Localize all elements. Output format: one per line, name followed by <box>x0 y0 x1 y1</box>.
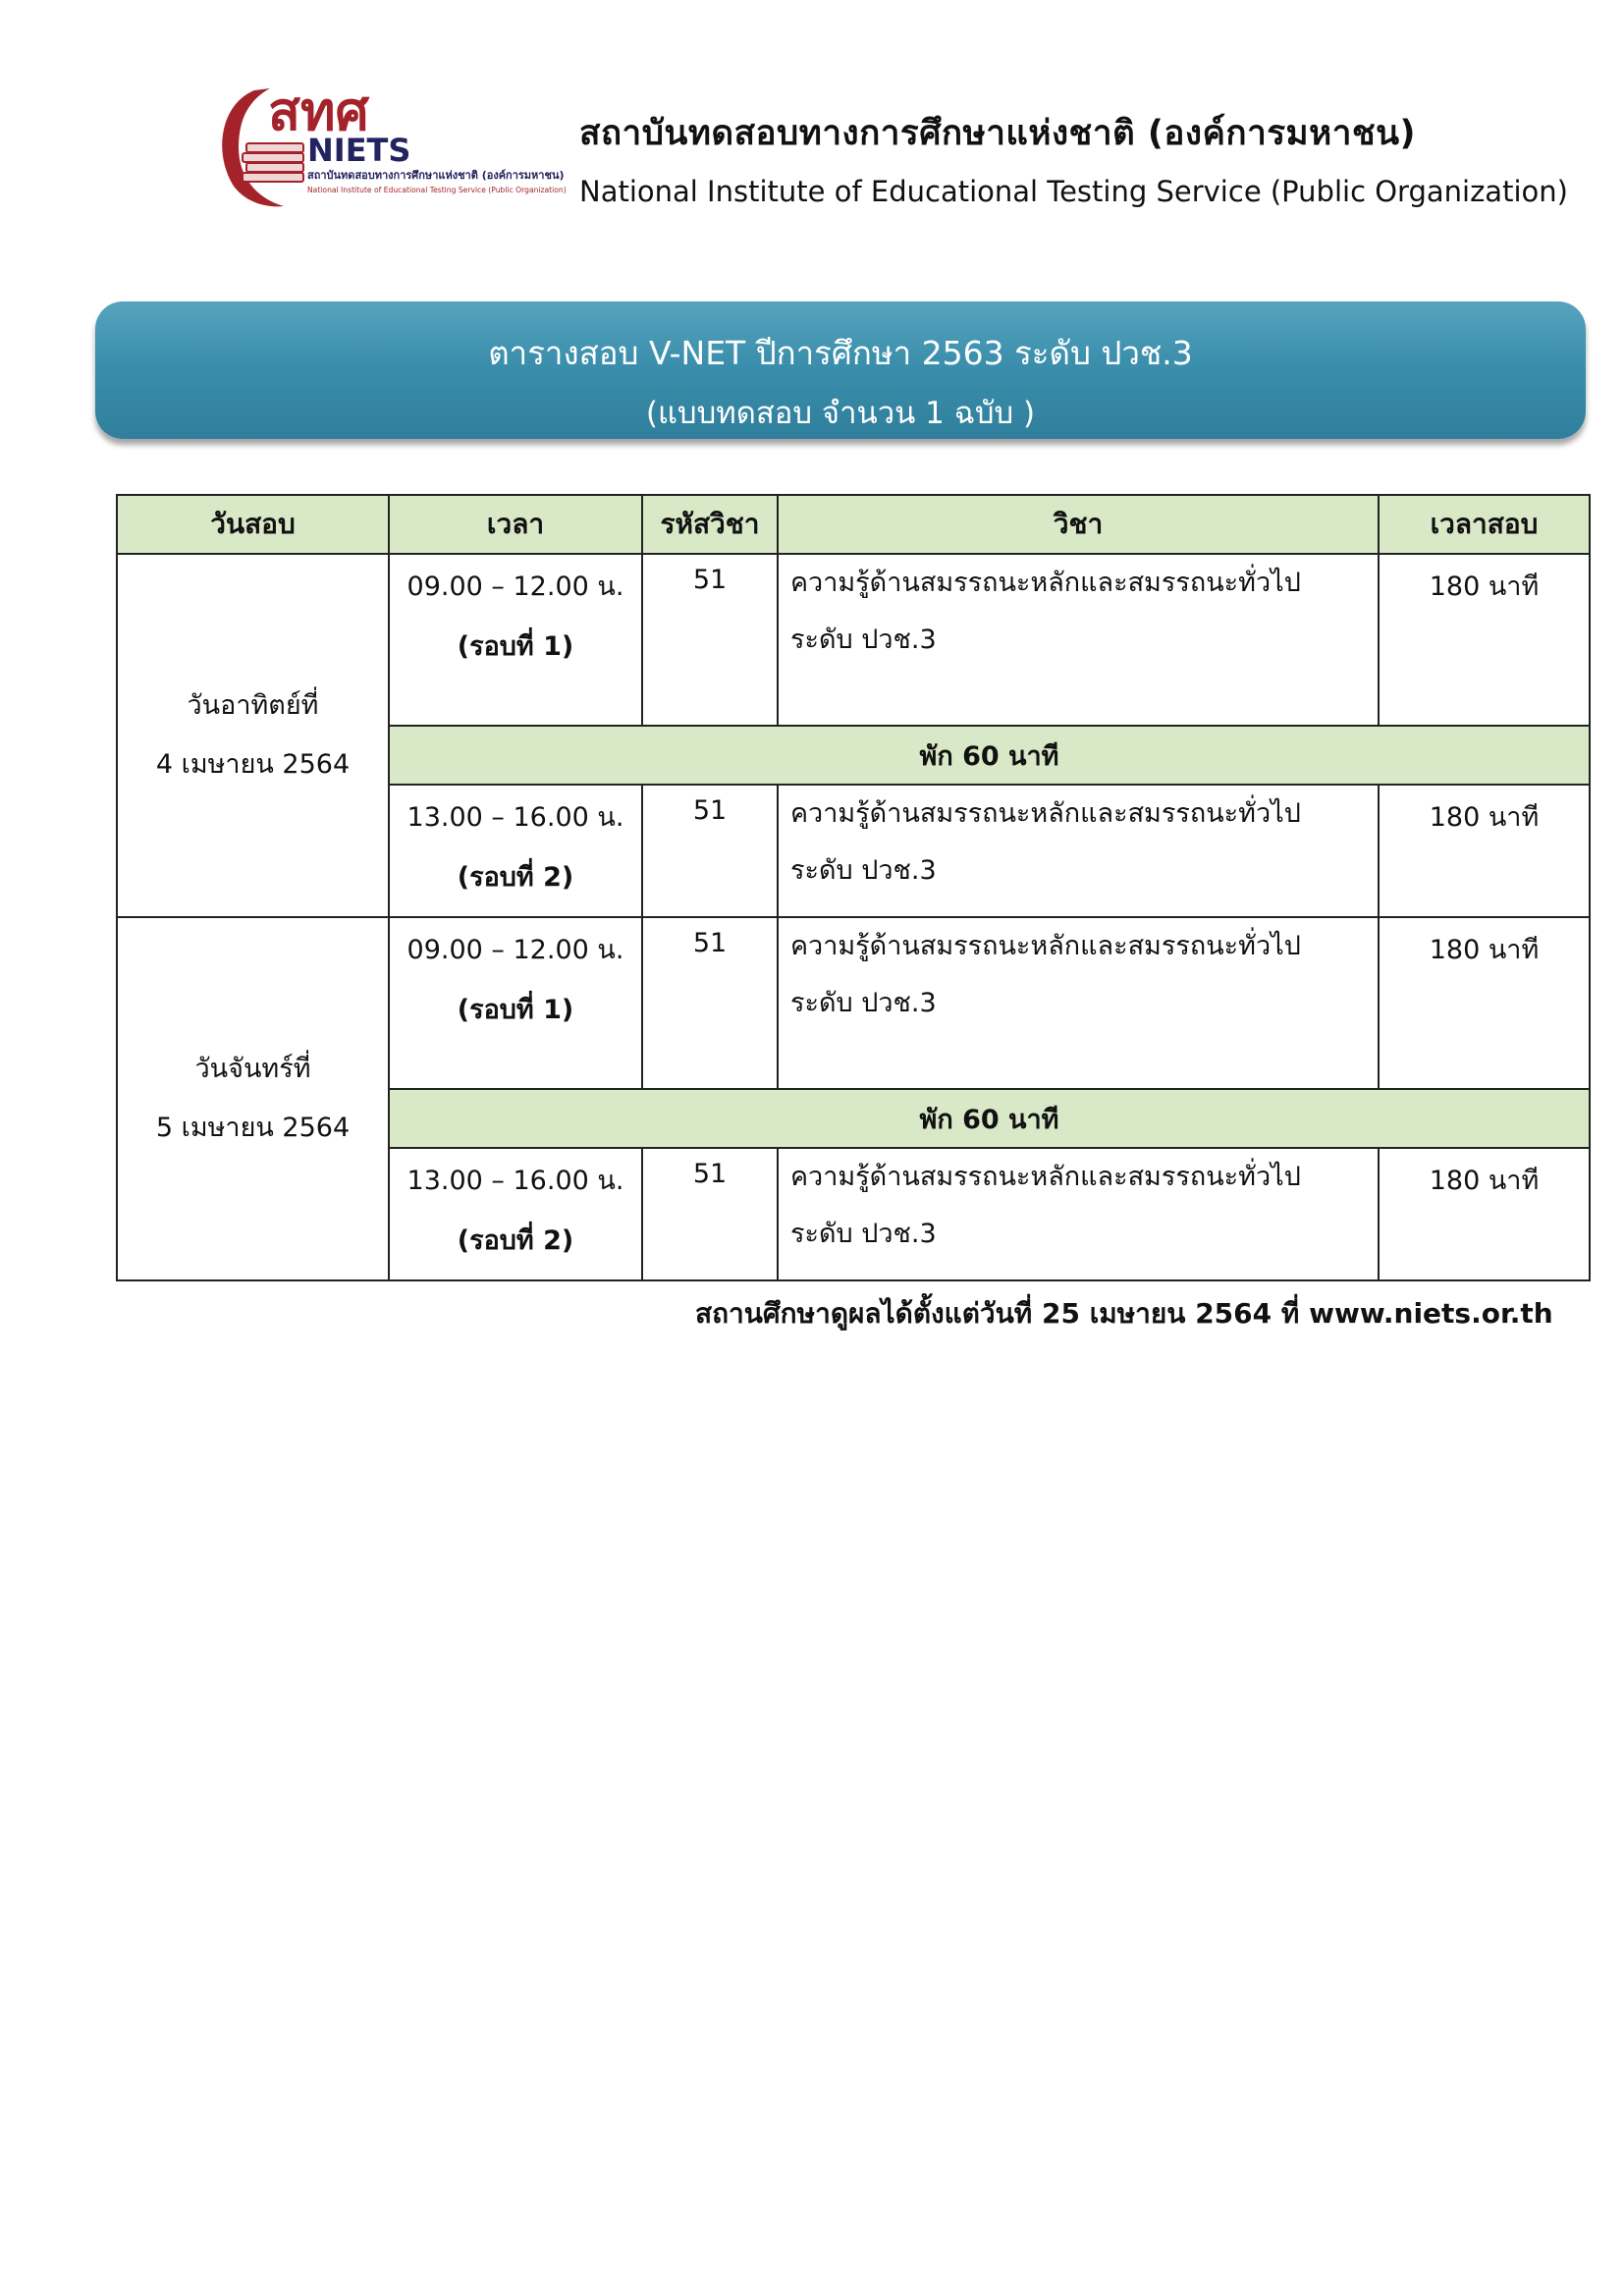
time-cell <box>389 1148 642 1280</box>
table-row <box>117 554 1590 726</box>
time-range: 13.00 – 16.00 น. <box>406 1166 624 1196</box>
subject-cell <box>778 785 1379 917</box>
subject-name: ความรู้ด้านสมรรถนะหลักและสมรรถนะทั่วไป <box>790 931 1301 961</box>
break-label: พัก 60 นาที <box>389 1089 1590 1148</box>
org-name-english: National Institute of Educational Testing Service (Public Organization) <box>579 175 1568 208</box>
niets-logo-graphic <box>211 82 574 208</box>
time-range: 09.00 – 12.00 น. <box>406 935 624 965</box>
exam-day-cell <box>117 554 389 917</box>
header-subject-code: รหัสวิชา <box>642 495 778 554</box>
header-subject: วิชา <box>778 495 1379 554</box>
time-cell <box>389 785 642 917</box>
subject-cell <box>778 554 1379 726</box>
table-header-row <box>117 495 1590 554</box>
exam-day-cell <box>117 917 389 1280</box>
duration: 180 นาที <box>1379 554 1590 726</box>
subject-cell <box>778 1148 1379 1280</box>
exam-schedule-table <box>116 494 1591 1281</box>
round-label: (รอบที่ 2) <box>457 862 574 893</box>
subject-name: ความรู้ด้านสมรรถนะหลักและสมรรถนะทั่วไป <box>790 798 1301 829</box>
time-cell <box>389 917 642 1089</box>
time-range: 09.00 – 12.00 น. <box>406 571 624 602</box>
schedule-subtitle: (แบบทดสอบ จำนวน 1 ฉบับ ) <box>645 396 1036 431</box>
duration: 180 นาที <box>1379 785 1590 917</box>
subject-level: ระดับ ปวช.3 <box>790 855 937 886</box>
round-label: (รอบที่ 1) <box>457 631 574 662</box>
table-row <box>117 917 1590 1089</box>
org-name-thai: สถาบันทดสอบทางการศึกษาแห่งชาติ (องค์การมหาชน) <box>579 114 1417 153</box>
subject-level: ระดับ ปวช.3 <box>790 625 937 655</box>
break-label: พัก 60 นาที <box>389 726 1590 785</box>
subject-code: 51 <box>642 1148 778 1280</box>
niets-logo <box>211 82 574 208</box>
svg-text:สถาบันทดสอบทางการศึกษาแห่งชาติ: สถาบันทดสอบทางการศึกษาแห่งชาติ (องค์การมหาชน) <box>307 169 565 182</box>
subject-level: ระดับ ปวช.3 <box>790 1219 937 1249</box>
subject-level: ระดับ ปวช.3 <box>790 988 937 1018</box>
schedule-title: ตารางสอบ V-NET ปีการศึกษา 2563 ระดับ ปวช.3 <box>488 334 1193 372</box>
schedule-title-banner <box>95 301 1586 439</box>
header-time: เวลา <box>389 495 642 554</box>
exam-day-date: 5 เมษายน 2564 <box>155 1113 351 1143</box>
exam-day-name: วันจันทร์ที่ <box>194 1054 311 1084</box>
round-label: (รอบที่ 2) <box>457 1225 574 1256</box>
exam-day-name: วันอาทิตย์ที่ <box>187 690 319 721</box>
svg-text:สทศ: สทศ <box>268 82 369 142</box>
svg-text:National Institute of Educatio: National Institute of Educational Testing Service (Public Organization) <box>307 186 567 194</box>
time-cell <box>389 554 642 726</box>
header-exam-day: วันสอบ <box>117 495 389 554</box>
round-label: (รอบที่ 1) <box>457 995 574 1025</box>
duration: 180 นาที <box>1379 1148 1590 1280</box>
subject-code: 51 <box>642 785 778 917</box>
time-range: 13.00 – 16.00 น. <box>406 802 624 833</box>
header-duration: เวลาสอบ <box>1379 495 1590 554</box>
subject-code: 51 <box>642 917 778 1089</box>
exam-day-date: 4 เมษายน 2564 <box>155 749 351 780</box>
subject-name: ความรู้ด้านสมรรถนะหลักและสมรรถนะทั่วไป <box>790 1162 1301 1192</box>
subject-code: 51 <box>642 554 778 726</box>
subject-cell <box>778 917 1379 1089</box>
svg-text:NIETS: NIETS <box>307 132 411 169</box>
results-notice: สถานศึกษาดูผลได้ตั้งแต่วันที่ 25 เมษายน 2564 ที่ www.niets.or.th <box>695 1297 1553 1330</box>
duration: 180 นาที <box>1379 917 1590 1089</box>
subject-name: ความรู้ด้านสมรรถนะหลักและสมรรถนะทั่วไป <box>790 568 1301 598</box>
